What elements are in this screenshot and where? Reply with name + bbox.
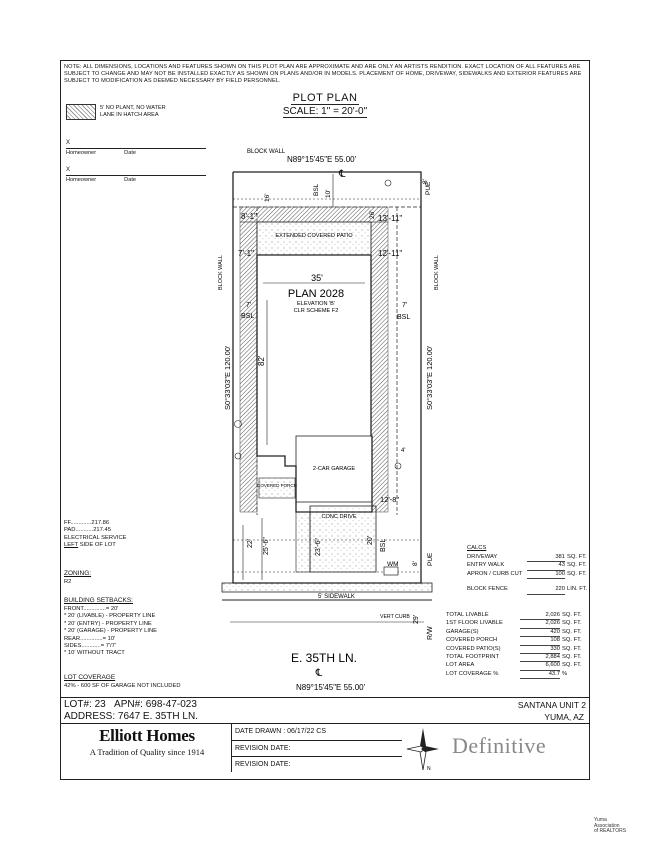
area-row: TOTAL FOOTPRINT 2,884 SQ. FT.	[446, 654, 582, 662]
dim-16: 16'	[264, 193, 271, 202]
dim-12-8: 12'-8"	[380, 495, 400, 504]
area-row: COVERED PATIO(S) 330 SQ. FT.	[446, 646, 582, 654]
dim-7-right: 7'	[402, 302, 408, 309]
dim-8-1: 8'-1"	[241, 212, 257, 221]
hatch-left	[240, 222, 257, 512]
definitive-logo: Definitive	[452, 733, 547, 758]
area-row: GARAGE(S) 420 SQ. FT.	[446, 629, 582, 637]
calc-row: APRON / CURB CUT 100 SQ. FT.	[467, 571, 587, 580]
area-table	[446, 612, 582, 679]
homeowner-signature-1: X Homeowner Date	[66, 140, 206, 156]
date-drawn: DATE DRAWN : 06/17/22 CS	[232, 724, 402, 741]
bearing-right: S0°33'03"E 120.00'	[425, 345, 434, 410]
right-bsl-label: BSL	[397, 314, 411, 321]
garage-label: 2-CAR GARAGE	[312, 466, 356, 472]
calc-row: ENTRY WALK 43 SQ. FT.	[467, 562, 587, 571]
calcs-table: CALCS DRIVEWAY 381 SQ. FT. ENTRY WALK 43 SQ. FT. APRON / CURB CUT 100 SQ. FT. BLOCK FENCE 220 LIN. FT.	[467, 545, 587, 595]
elliott-homes-logo: Elliott Homes A Tradition of Quality since 1914	[89, 726, 205, 757]
revision-box	[231, 724, 402, 772]
rear-pue-dim: 8'	[422, 179, 429, 184]
front-bsl-label: BSL	[380, 538, 387, 552]
setbacks-list: FRONT..............= 20' * 20' (LIVABLE) - PROPERTY LINE * 20' (ENTRY) - PROPERTY LINE * 20' (GARAGE) - PROPERTY LINE REAR..............= 10' SIDES............= 7'/7' * 10' WITHOUT TRACT	[64, 606, 158, 657]
bearing-top: N89°15'45"E 55.00'	[287, 155, 357, 164]
elevation-label: ELEVATION 'B'	[297, 301, 335, 307]
lot-apn-line: LOT#: 23 APN#: 698-47-023	[64, 699, 197, 710]
elevations-block: FF.............217.86 PAD...........217.45 ELECTRICAL SERVICE LEFT SIDE OF LOT	[64, 520, 127, 549]
dim-7-1: 7'-1"	[238, 249, 254, 258]
dim-35: 35'	[311, 273, 323, 283]
north-arrow-icon	[405, 726, 441, 772]
dim-20: 20'	[367, 535, 374, 545]
front-pue-label: PUE	[427, 552, 434, 566]
zoning-value: R2	[64, 579, 72, 585]
rear-setback-dim: 10'	[325, 189, 332, 198]
dim-25-6: 25'-6"	[263, 537, 270, 555]
color-scheme-label: CLR SCHEME F2	[293, 308, 339, 314]
yuma-realtors-watermark: Yuma Association of REALTORS	[594, 817, 627, 834]
area-row: TOTAL LIVABLE 2,026 SQ. FT.	[446, 612, 582, 620]
area-row: 1ST FLOOR LIVABLE 2,026 SQ. FT.	[446, 620, 582, 628]
bearing-left: S0°33'03"E 120.00'	[223, 345, 232, 410]
rear-pue-label: PUE	[425, 181, 432, 195]
hatch-rear	[240, 207, 388, 222]
sidewalk	[222, 583, 432, 592]
dim-13-11: 13'-11"	[378, 214, 403, 223]
compass-n-label: N	[427, 766, 431, 772]
coverage-value: 42% - 600 SF OF GARAGE NOT INCLUDED	[64, 683, 181, 689]
hatch-legend-text: 5' NO PLANT, NO WATER LANE IN HATCH AREA	[100, 105, 166, 118]
zoning-header: ZONING:	[64, 570, 92, 577]
coverage-header: LOT COVERAGE	[64, 674, 116, 681]
block-wall-right-label: BLOCK WALL	[434, 255, 440, 290]
rw-label: R/W	[427, 626, 434, 640]
driveway-label: CONC DRIVE	[321, 514, 357, 520]
block-wall-left-label: BLOCK WALL	[218, 255, 224, 290]
calc-row: DRIVEWAY 381 SQ. FT.	[467, 554, 587, 563]
centerline-street: ℄	[315, 668, 323, 679]
water-meter	[384, 567, 398, 575]
sidewalk-label: 5' SIDEWALK	[318, 594, 355, 600]
calc-row: BLOCK FENCE 220 LIN. FT.	[467, 586, 587, 595]
covered-porch	[259, 478, 295, 498]
block-wall-top-label: BLOCK WALL	[247, 149, 286, 155]
area-row: LOT AREA 6,600 SQ. FT.	[446, 662, 582, 670]
city-state: YUMA, AZ	[544, 712, 584, 722]
porch-label: COVERED PORCH	[257, 483, 297, 488]
homeowner-signature-2: X Homeowner Date	[66, 167, 206, 183]
disclaimer-note: NOTE: ALL DIMENSIONS, LOCATIONS AND FEATURES SHOWN ON THIS PLOT PLAN ARE APPROXIMATE AND ARE ONLY AN ARTISTS RENDITION. EXACT LOCATION OF ALL FEATURES ARE SUBJECT TO CHANGE AND MAY NOT BE INSTALLED EXACTLY AS SHOWN ON PLANS AND/OR IN MODELS. PLACEMENT OF HOME, DRIVEWAY, SIDEWALKS AND EXTERIOR FEATURES ARE SUBJECT TO MODIFICATION AS DEEMED NECESSARY BY FIELD PERSONNEL.	[64, 64, 582, 84]
dim-4: 4'	[401, 448, 406, 454]
plot-plan-title: PLOT PLAN	[292, 92, 358, 104]
vert-curb-label: VERT CURB	[380, 614, 410, 620]
water-meter-label: WM	[387, 561, 399, 568]
scale-label: SCALE: 1" = 20'-0"	[282, 106, 368, 117]
area-row: COVERED PORCH 108 SQ. FT.	[446, 637, 582, 645]
dim-82: 82'	[257, 355, 266, 366]
street-name: E. 35TH LN.	[290, 651, 358, 665]
address-line: ADDRESS: 7647 E. 35TH LN.	[64, 711, 198, 722]
setbacks-header: BUILDING SETBACKS:	[64, 597, 133, 604]
patio-label: EXTENDED COVERED PATIO	[275, 233, 353, 239]
dim-26: 26'	[369, 210, 376, 219]
left-bsl-label: BSL	[241, 313, 255, 320]
plan-name: PLAN 2028	[287, 288, 345, 300]
dim-22: 22'	[247, 538, 254, 548]
dim-12-11: 12'-11"	[378, 249, 403, 258]
front-pue-dim: 8'	[412, 561, 419, 566]
dim-7-left: 7'	[246, 302, 252, 309]
revision-date-2: REVISION DATE:	[235, 761, 291, 768]
subdivision-name: SANTANA UNIT 2	[517, 700, 586, 710]
revision-date-1: REVISION DATE:	[232, 741, 402, 758]
bearing-bottom: N89°15'45"E 55.00'	[296, 683, 366, 692]
entry-walk	[296, 512, 310, 572]
rear-bsl-label: BSL	[313, 183, 320, 196]
area-row: LOT COVERAGE % 43.7 %	[446, 671, 582, 679]
dim-23-6: 23'-6"	[315, 538, 322, 556]
centerline-top: ℄	[339, 169, 346, 180]
hatch-right	[371, 222, 388, 512]
rw-dim: 29'	[413, 614, 420, 624]
